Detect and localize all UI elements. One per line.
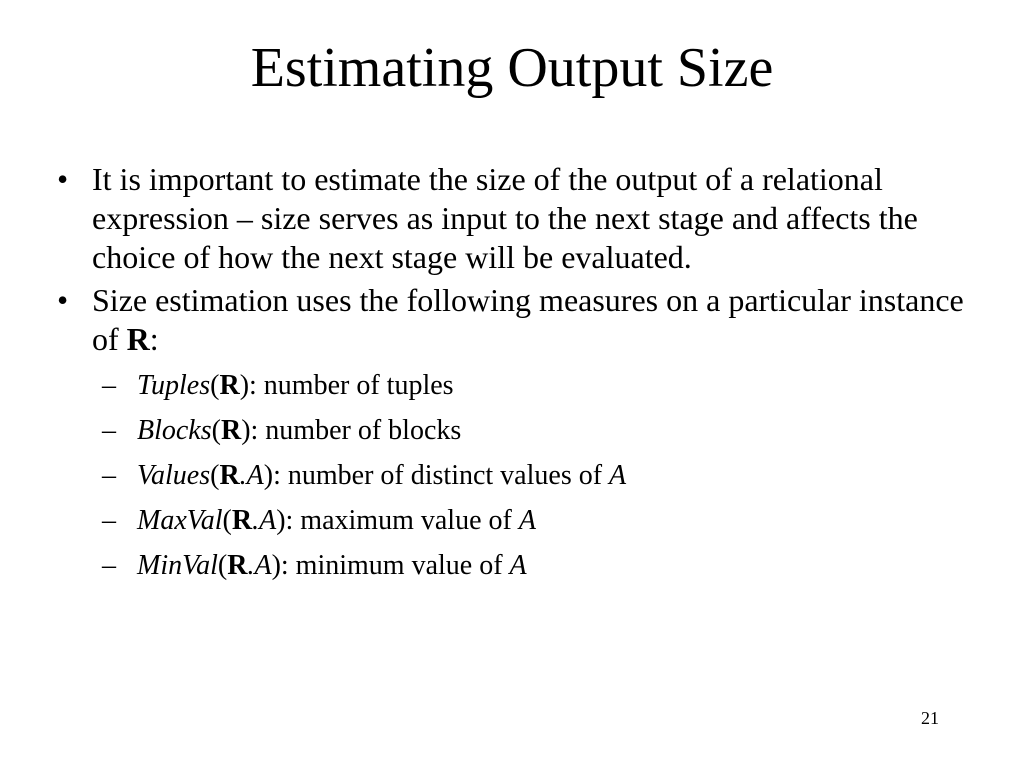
page-number: 21 (921, 708, 939, 728)
relation-symbol: R (219, 460, 240, 491)
slide-title: Estimating Output Size (250, 37, 774, 99)
open-paren: ( (217, 550, 228, 581)
measure-description: : number of blocks (250, 415, 462, 446)
dash-marker: – (102, 415, 116, 446)
measure-item-values (57, 453, 977, 498)
measure-description: : minimum value of (280, 550, 510, 581)
measure-item-tuples (57, 363, 977, 408)
bullet-item-importance (57, 160, 977, 277)
measure-function: Tuples (137, 370, 211, 401)
measure-function: Blocks (137, 415, 212, 446)
relation-symbol: R (126, 321, 150, 357)
description-attribute: A (509, 550, 527, 581)
dash-marker: – (102, 550, 116, 581)
bullet-item-measures (57, 281, 977, 359)
relation-symbol: R (219, 370, 240, 401)
relation-symbol: R (220, 415, 242, 446)
bullet-marker: • (57, 161, 69, 197)
measure-item-maxval (57, 498, 977, 543)
open-paren: ( (210, 460, 220, 491)
measure-function: Values (137, 460, 211, 491)
bullet-text-end: : (149, 321, 159, 357)
close-paren: ) (276, 505, 286, 536)
measure-description: : number of tuples (249, 370, 454, 401)
relation-symbol: R (227, 550, 248, 581)
open-paren: ( (211, 415, 221, 446)
attribute-symbol: .A (247, 550, 272, 581)
description-attribute: A (609, 460, 627, 491)
open-paren: ( (210, 370, 220, 401)
open-paren: ( (222, 505, 232, 536)
measure-item-minval (57, 543, 977, 588)
slide-content (57, 160, 977, 588)
dash-marker: – (102, 370, 116, 401)
close-paren: ) (241, 415, 251, 446)
description-attribute: A (518, 505, 536, 536)
bullet-marker: • (57, 282, 69, 318)
attribute-symbol: .A (239, 460, 264, 491)
bullet-text: It is important to estimate the size of the output of a relational expression – size serves as input to the next stage and affects the choice of how the next stage will be evaluated. (92, 161, 918, 275)
measures-list (57, 363, 977, 588)
dash-marker: – (102, 505, 116, 536)
measure-description: : maximum value of (285, 505, 519, 536)
attribute-symbol: .A (252, 505, 277, 536)
dash-marker: – (102, 460, 116, 491)
relation-symbol: R (231, 505, 253, 536)
bullet-text: Size estimation uses the following measures on a particular instance of (92, 282, 964, 357)
close-paren: ) (263, 460, 274, 491)
measure-description: : number of distinct values of (273, 460, 610, 491)
measure-item-blocks (57, 408, 977, 453)
close-paren: ) (239, 370, 250, 401)
close-paren: ) (271, 550, 281, 581)
measure-function: MinVal (137, 550, 218, 581)
measure-function: MaxVal (137, 505, 223, 536)
